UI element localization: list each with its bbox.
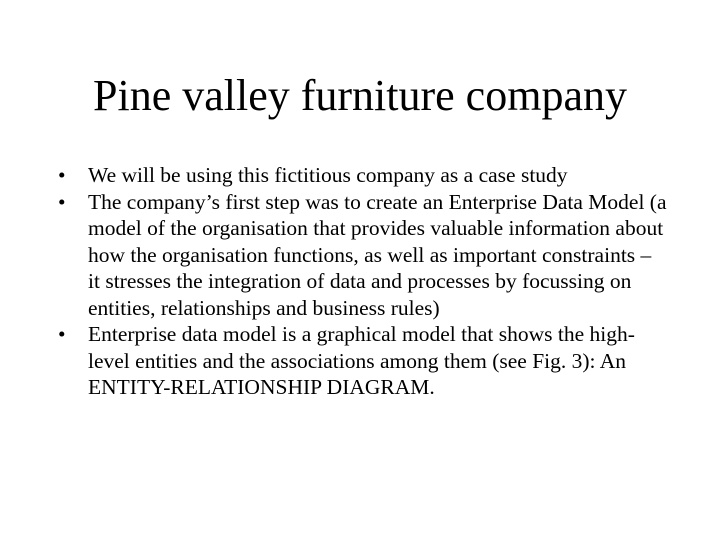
bullet-item	[58, 162, 668, 189]
bullet-item	[58, 321, 668, 401]
bullet-icon: •	[58, 163, 66, 187]
bullet-text: The company’s first step was to create an Enterprise Data Model (a model of the organisation that provides valuable information about how the organisation functions, as well as important constraints – it stresses the integration of data and processes by focussing on entities, relationships and business rules)	[88, 189, 667, 320]
bullet-icon: •	[58, 322, 66, 346]
bullet-list	[58, 162, 668, 401]
bullet-icon: •	[58, 189, 66, 214]
slide-title: Pine valley furniture company	[93, 71, 627, 120]
bullet-text: We will be using this fictitious company as a case study	[88, 163, 568, 187]
bullet-text: Enterprise data model is a graphical model that shows the high-level entities and the associations among them (see Fig. 3): An ENTITY-RELATIONSHIP DIAGRAM.	[88, 322, 635, 399]
bullet-item	[58, 189, 668, 322]
